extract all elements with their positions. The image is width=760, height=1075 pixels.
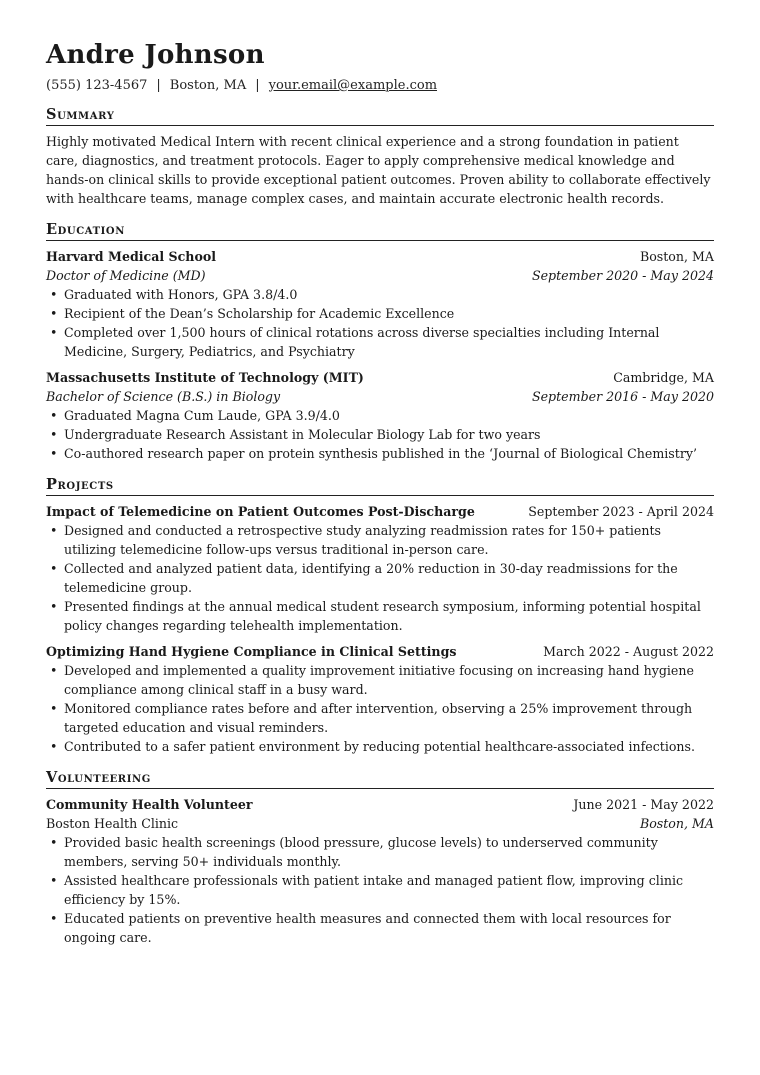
bullet-item: • Developed and implemented a quality improvement initiative focusing on increasing hand hygiene compliance among clinical staff in a busy ward. xyxy=(64,661,714,699)
project-header-row xyxy=(46,642,714,661)
bullet-item: • Assisted healthcare professionals with patient intake and managed patient flow, improving clinic efficiency by 15%. xyxy=(64,871,714,909)
bullet-item: • Co-authored research paper on protein synthesis published in the ‘Journal of Biological Chemistry’ xyxy=(64,444,714,463)
project-name: Optimizing Hand Hygiene Compliance in Clinical Settings xyxy=(46,644,457,659)
volunteer-dates: June 2021 - May 2022 xyxy=(573,797,714,812)
volunteering-header-row xyxy=(46,795,714,814)
bullet-item: • Monitored compliance rates before and after intervention, observing a 25% improvement through targeted education and visual reminders. xyxy=(64,699,714,737)
email-link[interactable]: your.email@example.com xyxy=(268,78,438,93)
summary-section xyxy=(46,106,714,208)
education-entry xyxy=(46,368,714,463)
bullet-item: • Presented findings at the annual medical student research symposium, informing potential hospital policy changes regarding telehealth implementation. xyxy=(64,597,714,635)
bullet-item: • Designed and conducted a retrospective study analyzing readmission rates for 150+ patients utilizing telemedicine follow-ups versus traditional in-person care. xyxy=(64,521,714,559)
education-degree-row xyxy=(46,387,714,406)
school-location: Boston, MA xyxy=(639,249,714,264)
volunteering-entry xyxy=(46,795,714,947)
contact-separator: | xyxy=(255,78,260,93)
summary-text: Highly motivated Medical Intern with recent clinical experience and a strong foundation in patient care, diagnostics, and treatment protocols. Eager to apply comprehensive medical knowledge and hands-on clinical skills to provide exceptional patient outcomes. Proven ability to collaborate effectively with healthcare teams, manage complex cases, and maintain accurate electronic health records. xyxy=(46,134,711,206)
projects-section xyxy=(46,476,714,756)
education-header-row xyxy=(46,368,714,387)
section-title-summary: Summary xyxy=(46,106,714,126)
education-bullets xyxy=(46,285,714,361)
volunteering-section xyxy=(46,769,714,947)
project-bullets xyxy=(46,521,714,635)
bullet-item: • Collected and analyzed patient data, identifying a 20% reduction in 30-day readmissions for the telemedicine group. xyxy=(64,559,714,597)
bullet-item: • Provided basic health screenings (blood pressure, glucose levels) to underserved community members, serving 50+ individuals monthly. xyxy=(64,833,714,871)
school-location: Cambridge, MA xyxy=(613,370,714,385)
bullet-item: • Contributed to a safer patient environment by reducing potential healthcare-associated infections. xyxy=(64,737,714,756)
education-dates: September 2016 - May 2020 xyxy=(531,389,714,404)
education-dates: September 2020 - May 2024 xyxy=(531,268,714,283)
project-name: Impact of Telemedicine on Patient Outcomes Post-Discharge xyxy=(46,504,475,519)
candidate-name: Andre Johnson xyxy=(46,40,265,70)
volunteer-location: Boston, MA xyxy=(639,816,714,831)
education-entry xyxy=(46,247,714,361)
project-dates: March 2022 - August 2022 xyxy=(543,644,714,659)
degree: Bachelor of Science (B.S.) in Biology xyxy=(46,389,281,404)
bullet-item: • Graduated Magna Cum Laude, GPA 3.9/4.0 xyxy=(64,406,714,425)
project-entry xyxy=(46,642,714,756)
education-bullets xyxy=(46,406,714,463)
education-degree-row xyxy=(46,266,714,285)
volunteering-org-row xyxy=(46,814,714,833)
project-entry xyxy=(46,502,714,635)
volunteering-bullets xyxy=(46,833,714,947)
project-bullets xyxy=(46,661,714,756)
project-dates: September 2023 - April 2024 xyxy=(528,504,714,519)
phone-number: (555) 123-4567 xyxy=(46,78,148,93)
volunteer-organization: Boston Health Clinic xyxy=(46,816,179,831)
volunteer-role: Community Health Volunteer xyxy=(46,797,253,812)
school-name: Harvard Medical School xyxy=(46,249,217,264)
section-title-volunteering: Volunteering xyxy=(46,769,714,789)
bullet-item: • Recipient of the Dean’s Scholarship for Academic Excellence xyxy=(64,304,714,323)
bullet-item: • Undergraduate Research Assistant in Molecular Biology Lab for two years xyxy=(64,425,714,444)
school-name: Massachusetts Institute of Technology (MIT) xyxy=(46,370,364,385)
education-header-row xyxy=(46,247,714,266)
degree: Doctor of Medicine (MD) xyxy=(46,268,206,283)
contact-line xyxy=(46,78,714,93)
section-title-projects: Projects xyxy=(46,476,714,496)
bullet-item: • Educated patients on preventive health measures and connected them with local resources for ongoing care. xyxy=(64,909,714,947)
project-header-row xyxy=(46,502,714,521)
bullet-item: • Graduated with Honors, GPA 3.8/4.0 xyxy=(64,285,714,304)
contact-separator: | xyxy=(156,78,161,93)
bullet-item: • Completed over 1,500 hours of clinical rotations across diverse specialties including Internal Medicine, Surgery, Pediatrics, and Psychiatry xyxy=(64,323,714,361)
education-section xyxy=(46,221,714,463)
location: Boston, MA xyxy=(169,78,247,93)
section-title-education: Education xyxy=(46,221,714,241)
